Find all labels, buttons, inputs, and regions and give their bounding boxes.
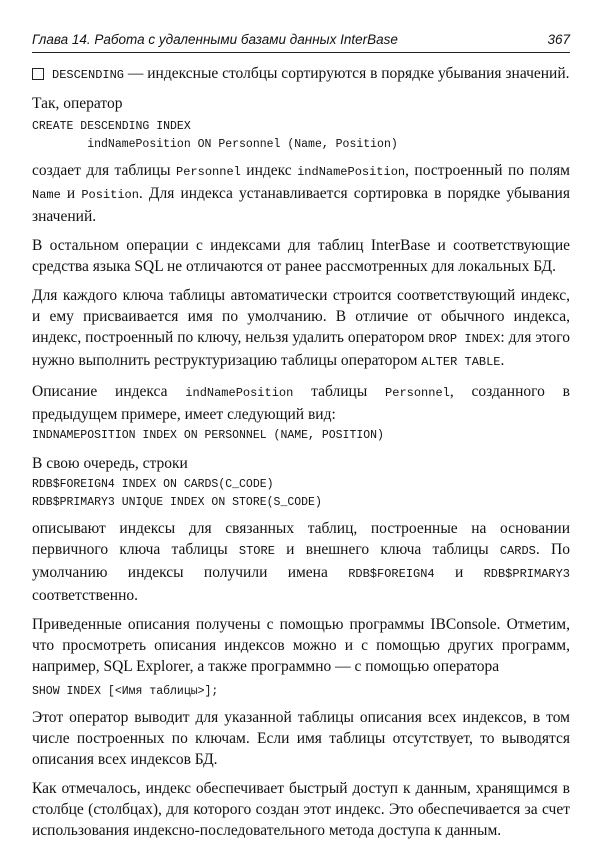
page-number: 367 bbox=[547, 32, 570, 47]
keyword-descending: DESCENDING bbox=[52, 68, 125, 82]
paragraph-intro: Так, оператор bbox=[32, 95, 123, 112]
paragraph-index-description: Описание индекса indNamePosition таблицы Personnel, созданного в предыдущем примере, имеет следующий вид: bbox=[32, 383, 570, 423]
code-line: RDB$PRIMARY3 UNIQUE INDEX ON STORE(S_CODE) bbox=[32, 496, 322, 509]
code-line: indNamePosition ON Personnel (Name, Position) bbox=[32, 138, 398, 151]
code-block-create-index bbox=[32, 118, 570, 154]
paragraph-ibconsole: Приведенные описания получены с помощью программы IBConsole. Отметим, что просмотреть описания индексов можно и с помощью других программ, например, SQL Explorer, а также программно — с помощью оператора bbox=[32, 616, 570, 675]
code-block-index-def: INDNAMEPOSITION INDEX ON PERSONNEL (NAME, POSITION) bbox=[32, 429, 384, 442]
paragraph-related-tables: описывают индексы для связанных таблиц, построенные на основании первичного ключа таблицы STORE и внешнего ключа таблицы CARDS. По умолчанию индексы получили имена RDB$FOREIGN4 и RDB$PRIMARY3 соответственно. bbox=[32, 520, 570, 604]
code-line: CREATE DESCENDING INDEX bbox=[32, 120, 191, 133]
bullet-item-descending bbox=[32, 63, 570, 86]
paragraph-fast-access: Как отмечалось, индекс обеспечивает быстрый доступ к данным, хранящимся в столбце (столбцах), для которого создан этот индекс. Это обеспечивается за счет использования индексно-последовательного метода доступа к данным. bbox=[32, 780, 570, 839]
chapter-title: Глава 14. Работа с удаленными базами данных InterBase bbox=[32, 32, 398, 47]
paragraph-operator-output: Этот оператор выводит для указанной таблицы описания всех индексов, в том числе построенных по ключам. Если имя таблицы отсутствует, то выводятся описания всех индексов БД. bbox=[32, 709, 570, 768]
bullet-text: DESCENDING — индексные столбцы сортируются в порядке убывания значений. bbox=[52, 65, 570, 82]
checkbox-bullet-icon bbox=[32, 68, 44, 80]
paragraph-key-indexes: Для каждого ключа таблицы автоматически строится соответствующий индекс, и ему присваивается имя по умолчанию. В отличие от обычного индекса, индекс, построенный по ключу, нельзя удалить оператором DROP INDEX: для этого нужно выполнить реструктуризацию таблицы оператором ALTER TABLE. bbox=[32, 287, 570, 369]
page-header bbox=[32, 28, 570, 53]
paragraph-other-operations: В остальном операции с индексами для таблиц InterBase и соответствующие средства языка SQL не отличаются от ранее рассмотренных для локальных БД. bbox=[32, 237, 570, 275]
paragraph-lines: В свою очередь, строки bbox=[32, 455, 188, 472]
code-block-rdb-indexes bbox=[32, 476, 570, 512]
page-body bbox=[32, 63, 570, 841]
code-block-show-index: SHOW INDEX [<Имя таблицы>]; bbox=[32, 685, 219, 698]
paragraph-creates-index: создает для таблицы Personnel индекс indNamePosition, построенный по полям Name и Position. Для индекса устанавливается сортировка в порядке убывания значений. bbox=[32, 162, 570, 225]
code-line: RDB$FOREIGN4 INDEX ON CARDS(C_CODE) bbox=[32, 478, 274, 491]
